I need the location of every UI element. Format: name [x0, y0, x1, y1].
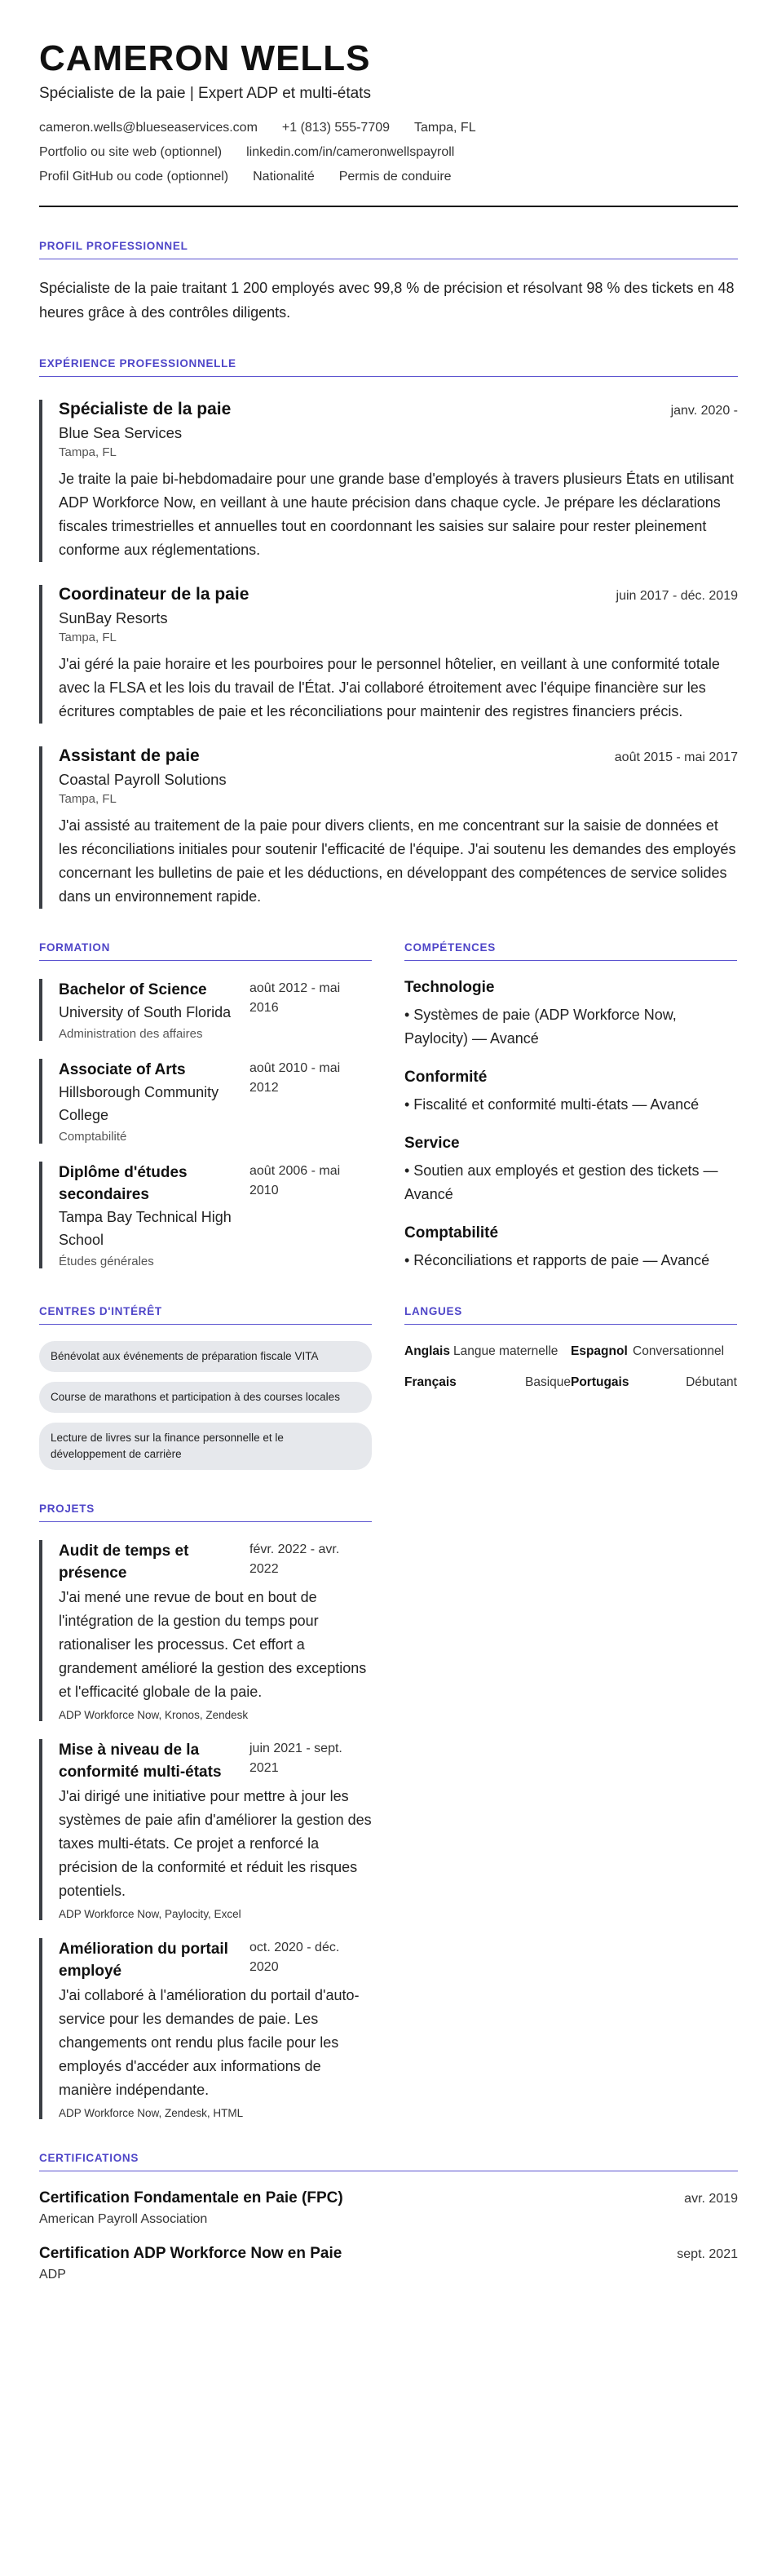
location-text: Tampa, FL	[414, 121, 476, 135]
interests-section	[39, 1273, 372, 1470]
project-technologies: ADP Workforce Now, Paylocity, Excel	[59, 1908, 241, 1920]
contact-row-extra	[39, 170, 738, 184]
contact-row-primary	[39, 121, 738, 135]
certification-entry	[39, 2189, 738, 2227]
interest-pill: Lecture de livres sur la finance personnelle et le développement de carrière	[39, 1423, 372, 1470]
job-date: août 2015 - mai 2017	[614, 750, 738, 764]
job-date: janv. 2020 -	[670, 404, 738, 418]
job-description: J'ai assisté au traitement de la paie pour divers clients, en me concentrant sur la saisie de données et les réconciliations initiales pour soutenir l'efficacité de l'équipe. J'ai soutenu les demandes des employés concernant les bulletins de paie et les déductions, en développant des compétences de service solides dans un environnement rapide.	[59, 817, 736, 905]
candidate-headline: Spécialiste de la paie | Expert ADP et multi-états	[39, 85, 371, 102]
certification-name: Certification Fondamentale en Paie (FPC)	[39, 2189, 343, 2206]
job-title: Assistant de paie	[59, 746, 200, 765]
language-level: Basique	[524, 1375, 571, 1389]
project-entry	[39, 1938, 372, 2119]
language-name: Anglais	[404, 1344, 450, 1358]
project-date: févr. 2022 - avr. 2022	[249, 1543, 340, 1576]
skill-group-name: Comptabilité	[404, 1224, 499, 1242]
language-level: Conversationnel	[633, 1344, 725, 1358]
project-title: Audit de temps et présence	[59, 1543, 189, 1582]
project-description: J'ai mené une revue de bout en bout de l'intégration de la gestion du temps pour rationaliser les processus. Cet effort a grandement amélioré la gestion des exceptions et l'efficacité globale de la paie.	[59, 1589, 367, 1700]
education-title: FORMATION	[39, 941, 372, 961]
skill-group	[404, 979, 737, 1051]
projects-title: PROJETS	[39, 1503, 372, 1522]
education-school: University of South Florida	[59, 1004, 232, 1020]
certifications-section	[39, 2152, 738, 2282]
certification-date: avr. 2019	[684, 2192, 738, 2206]
contact-row-links	[39, 145, 738, 160]
portfolio-link[interactable]: Portfolio ou site web (optionnel)	[39, 145, 223, 159]
job-location: Tampa, FL	[59, 631, 117, 644]
education-degree: Diplôme d'études secondaires	[59, 1164, 188, 1203]
language-name: Espagnol	[571, 1344, 628, 1358]
project-technologies: ADP Workforce Now, Kronos, Zendesk	[59, 1709, 249, 1721]
education-date: août 2010 - mai 2012	[249, 1061, 341, 1095]
project-description: J'ai collaboré à l'amélioration du portail d'auto-service pour les demandes de paie. Les changements ont rendu plus facile pour les employés d'accéder aux informations de manière indépendante.	[59, 1987, 360, 2098]
project-title: Amélioration du portail employé	[59, 1941, 228, 1980]
education-date: août 2012 - mai 2016	[249, 981, 341, 1015]
interests-languages-row	[39, 1273, 738, 1470]
skill-item: • Systèmes de paie (ADP Workforce Now, Paylocity) — Avancé	[404, 1007, 677, 1047]
certification-entry	[39, 2245, 738, 2282]
github-link[interactable]: Profil GitHub ou code (optionnel)	[39, 170, 229, 184]
experience-section	[39, 357, 738, 909]
education-degree: Associate of Arts	[59, 1061, 186, 1078]
project-technologies: ADP Workforce Now, Zendesk, HTML	[59, 2107, 244, 2119]
job-entry	[39, 585, 738, 724]
education-field: Études générales	[59, 1255, 154, 1268]
job-date: juin 2017 - déc. 2019	[616, 589, 738, 603]
project-title: Mise à niveau de la conformité multi-états	[59, 1742, 222, 1781]
certification-issuer: American Payroll Association	[39, 2212, 208, 2226]
skill-item: • Réconciliations et rapports de paie — Avancé	[404, 1252, 710, 1268]
job-entry	[39, 400, 738, 562]
header-divider	[39, 206, 738, 207]
languages-section	[404, 1273, 737, 1470]
education-entry	[39, 979, 372, 1041]
job-description: Je traite la paie bi-hebdomadaire pour une grande base d'employés à travers plusieurs États en utilisant ADP Workforce Now, en veillant à une haute précision dans chaque cycle. Je prépare les déclarations fiscales trimestrielles et annuelles tout en coordonnant les saisies sur salaire pour rester pleinement conforme aux réglementations.	[59, 471, 734, 558]
education-field: Administration des affaires	[59, 1027, 203, 1041]
job-title: Spécialiste de la paie	[59, 400, 232, 418]
project-date: oct. 2020 - déc. 2020	[249, 1941, 340, 1974]
project-description: J'ai dirigé une initiative pour mettre à jour les systèmes de paie afin d'améliorer la gestion des taxes multi-états. Ce projet a renforcé la précision de la conformité et réduit les risques potentiels.	[59, 1788, 372, 1899]
interests-list	[39, 1341, 372, 1470]
skills-section	[404, 909, 737, 1273]
resume-header	[39, 38, 738, 207]
job-location: Tampa, FL	[59, 445, 117, 459]
interest-pill: Bénévolat aux événements de préparation fiscale VITA	[39, 1341, 372, 1372]
education-entry	[39, 1059, 372, 1144]
project-date: juin 2021 - sept. 2021	[249, 1742, 342, 1775]
skill-group	[404, 1135, 737, 1206]
skill-group-name: Technologie	[404, 979, 495, 996]
language-name: Français	[404, 1375, 457, 1389]
education-entry	[39, 1162, 372, 1268]
certification-name: Certification ADP Workforce Now en Paie	[39, 2245, 342, 2262]
skill-item: • Soutien aux employés et gestion des tickets — Avancé	[404, 1162, 718, 1202]
job-description: J'ai géré la paie horaire et les pourboires pour le personnel hôtelier, en veillant à une conformité totale avec la FLSA et les lois du travail de l'État. J'ai collaboré étroitement avec l'équipe financière sur les écritures comptables de paie et les réconciliations pour maintenir des registres financiers précis.	[59, 656, 720, 719]
languages-grid	[404, 1343, 737, 1392]
skill-group-name: Service	[404, 1135, 460, 1152]
phone-number: +1 (813) 555-7709	[281, 121, 391, 135]
job-company: Coastal Payroll Solutions	[59, 771, 227, 788]
education-school: Tampa Bay Technical High School	[59, 1209, 232, 1248]
candidate-name: CAMERON WELLS	[39, 38, 371, 78]
skill-group-name: Conformité	[404, 1069, 488, 1086]
skill-group	[404, 1069, 737, 1117]
job-title: Coordinateur de la paie	[59, 585, 249, 604]
education-section	[39, 909, 372, 1273]
certifications-title: CERTIFICATIONS	[39, 2152, 738, 2171]
education-date: août 2006 - mai 2010	[249, 1164, 341, 1197]
project-entry	[39, 1739, 372, 1920]
projects-section	[39, 1470, 372, 2119]
job-company: Blue Sea Services	[59, 424, 183, 441]
education-field: Comptabilité	[59, 1130, 127, 1144]
language-level: Débutant	[686, 1375, 737, 1389]
license-text: Permis de conduire	[338, 170, 452, 184]
email-link[interactable]: cameron.wells@blueseaservices.com	[39, 121, 258, 135]
skill-item: • Fiscalité et conformité multi-états — Avancé	[404, 1096, 700, 1113]
skill-group	[404, 1224, 737, 1273]
nationality-text: Nationalité	[253, 170, 315, 184]
experience-title: EXPÉRIENCE PROFESSIONNELLE	[39, 357, 738, 377]
project-entry	[39, 1540, 372, 1721]
summary-section	[39, 240, 738, 325]
summary-text: Spécialiste de la paie traitant 1 200 employés avec 99,8 % de précision et résolvant 98 % des tickets en 48 heures grâce à des contrôles diligents.	[39, 280, 735, 321]
language-name: Portugais	[571, 1375, 629, 1389]
summary-title: PROFIL PROFESSIONNEL	[39, 240, 738, 259]
certification-issuer: ADP	[39, 2268, 66, 2282]
linkedin-link[interactable]: linkedin.com/in/cameronwellspayroll	[246, 145, 455, 159]
job-location: Tampa, FL	[59, 792, 117, 806]
job-entry	[39, 746, 738, 909]
certification-date: sept. 2021	[677, 2247, 738, 2261]
languages-title: LANGUES	[404, 1305, 737, 1325]
education-degree: Bachelor of Science	[59, 981, 207, 998]
skills-title: COMPÉTENCES	[404, 941, 737, 961]
interests-title: CENTRES D'INTÉRÊT	[39, 1305, 372, 1325]
projects-row	[39, 1470, 738, 2119]
language-level: Langue maternelle	[453, 1344, 558, 1358]
job-company: SunBay Resorts	[59, 609, 168, 626]
education-skills-row	[39, 909, 738, 1273]
education-school: Hillsborough Community College	[59, 1084, 219, 1123]
interest-pill: Course de marathons et participation à des courses locales	[39, 1382, 372, 1413]
